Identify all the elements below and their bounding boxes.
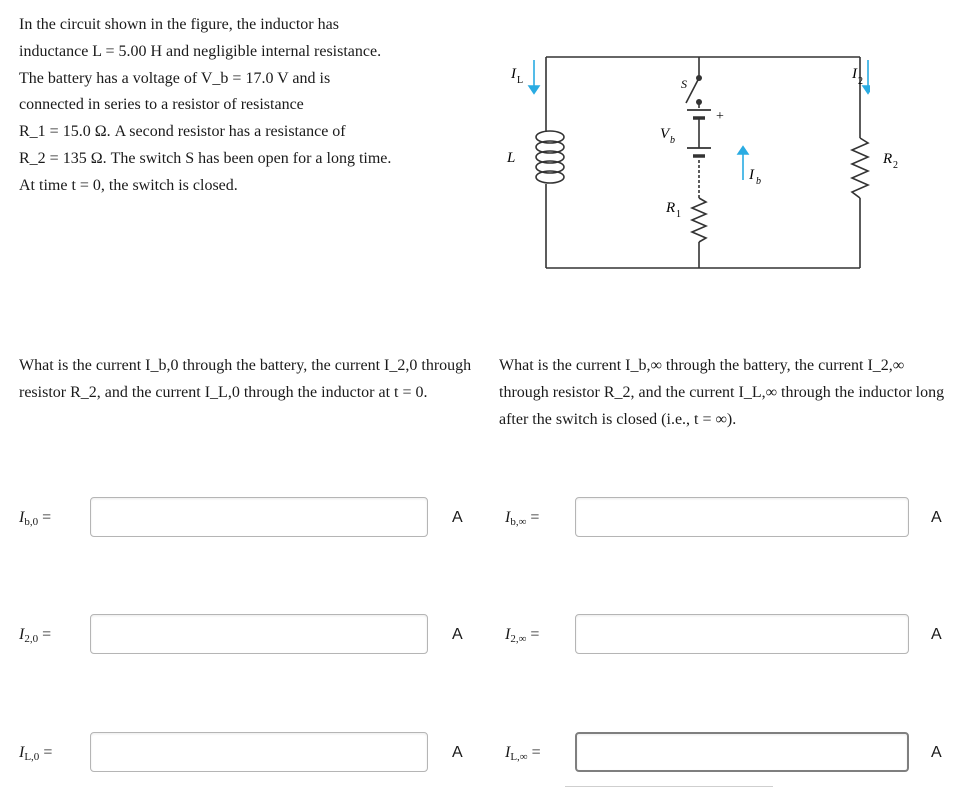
answer-label: $I_{b,\infty}$ = — [505, 509, 540, 528]
label-r2: R — [883, 151, 893, 167]
question-t0: What is the current I_b,0 through the battery, the current I_2,0 through resistor R_2, and the current I_L,0 through the inductor at t = 0. — [19, 357, 472, 401]
label-l: L — [507, 150, 516, 166]
partial-element-edge — [565, 786, 773, 791]
switch-pivot — [696, 75, 702, 81]
label-ib-sub: b — [756, 176, 761, 187]
label-plus: + — [716, 109, 724, 124]
answer-label: $I_{L,0}$ = — [19, 744, 53, 763]
label-il: I — [511, 66, 516, 82]
answer-input-il0[interactable] — [90, 732, 428, 772]
answer-row-i2-inf — [480, 614, 960, 656]
resistor-r1-symbol — [692, 198, 706, 242]
unit-label: A — [931, 509, 942, 526]
label-s: S — [681, 77, 687, 91]
r2-label-svg — [875, 145, 935, 185]
label-vb: V — [660, 126, 670, 142]
label-vb-sub: b — [670, 135, 675, 146]
answer-row-il-inf — [480, 732, 960, 774]
answer-input-ib0[interactable] — [90, 497, 428, 537]
answer-label: $I_{2,0}$ = — [19, 626, 52, 645]
unit-label: A — [452, 509, 463, 526]
answer-label: $I_{L,\infty}$ = — [505, 744, 541, 763]
answer-input-il-inf[interactable] — [575, 732, 909, 772]
resistor-r2-symbol — [852, 138, 868, 198]
switch-contact — [696, 99, 702, 105]
question-t-infinity: What is the current I_b,∞ through the battery, the current I_2,∞ through resistor R_2, and the current I_L,∞ through the inductor long after the switch is closed (i.e., t = ∞). — [499, 357, 945, 428]
label-r1-sub: 1 — [676, 209, 681, 220]
label-r2-sub: 2 — [893, 160, 898, 171]
intro-line: The battery has a voltage of V_b = 17.0 V and is — [19, 69, 331, 87]
label-r1: R — [666, 200, 676, 216]
battery-symbol — [687, 110, 711, 156]
intro-line: In the circuit shown in the figure, the inductor has — [19, 16, 339, 33]
circuit-diagram — [490, 50, 898, 285]
answer-input-i2-inf[interactable] — [575, 614, 909, 654]
label-i2-sub: 2 — [858, 76, 863, 87]
unit-label: A — [931, 626, 942, 643]
unit-label: A — [931, 744, 942, 761]
intro-line: At time t = 0, the switch is closed. — [19, 176, 238, 194]
unit-label: A — [452, 744, 463, 761]
intro-line: inductance L = 5.00 H and negligible internal resistance. — [19, 42, 382, 60]
answer-row-ib-inf — [480, 497, 960, 539]
intro-line: connected in series to a resistor of resistance — [19, 96, 304, 114]
answer-row-ib0 — [0, 497, 480, 539]
label-ib: I — [749, 167, 754, 183]
answer-input-i20[interactable] — [90, 614, 428, 654]
unit-label: A — [452, 626, 463, 643]
answer-row-il0 — [0, 732, 480, 774]
circuit-svg — [490, 50, 870, 280]
intro-line: R_2 = 135 Ω. The switch S has been open for a long time. — [19, 149, 392, 167]
answer-label: $I_{b,0}$ = — [19, 509, 52, 528]
problem-statement — [19, 12, 459, 200]
answer-input-ib-inf[interactable] — [575, 497, 909, 537]
answer-row-i20 — [0, 614, 480, 656]
intro-line: R_1 = 15.0 Ω. A second resistor has a resistance of — [19, 123, 346, 141]
inductor-symbol — [536, 131, 564, 183]
label-i2: I — [852, 66, 857, 82]
label-il-sub: L — [517, 75, 524, 86]
answer-label: $I_{2,\infty}$ = — [505, 626, 540, 645]
